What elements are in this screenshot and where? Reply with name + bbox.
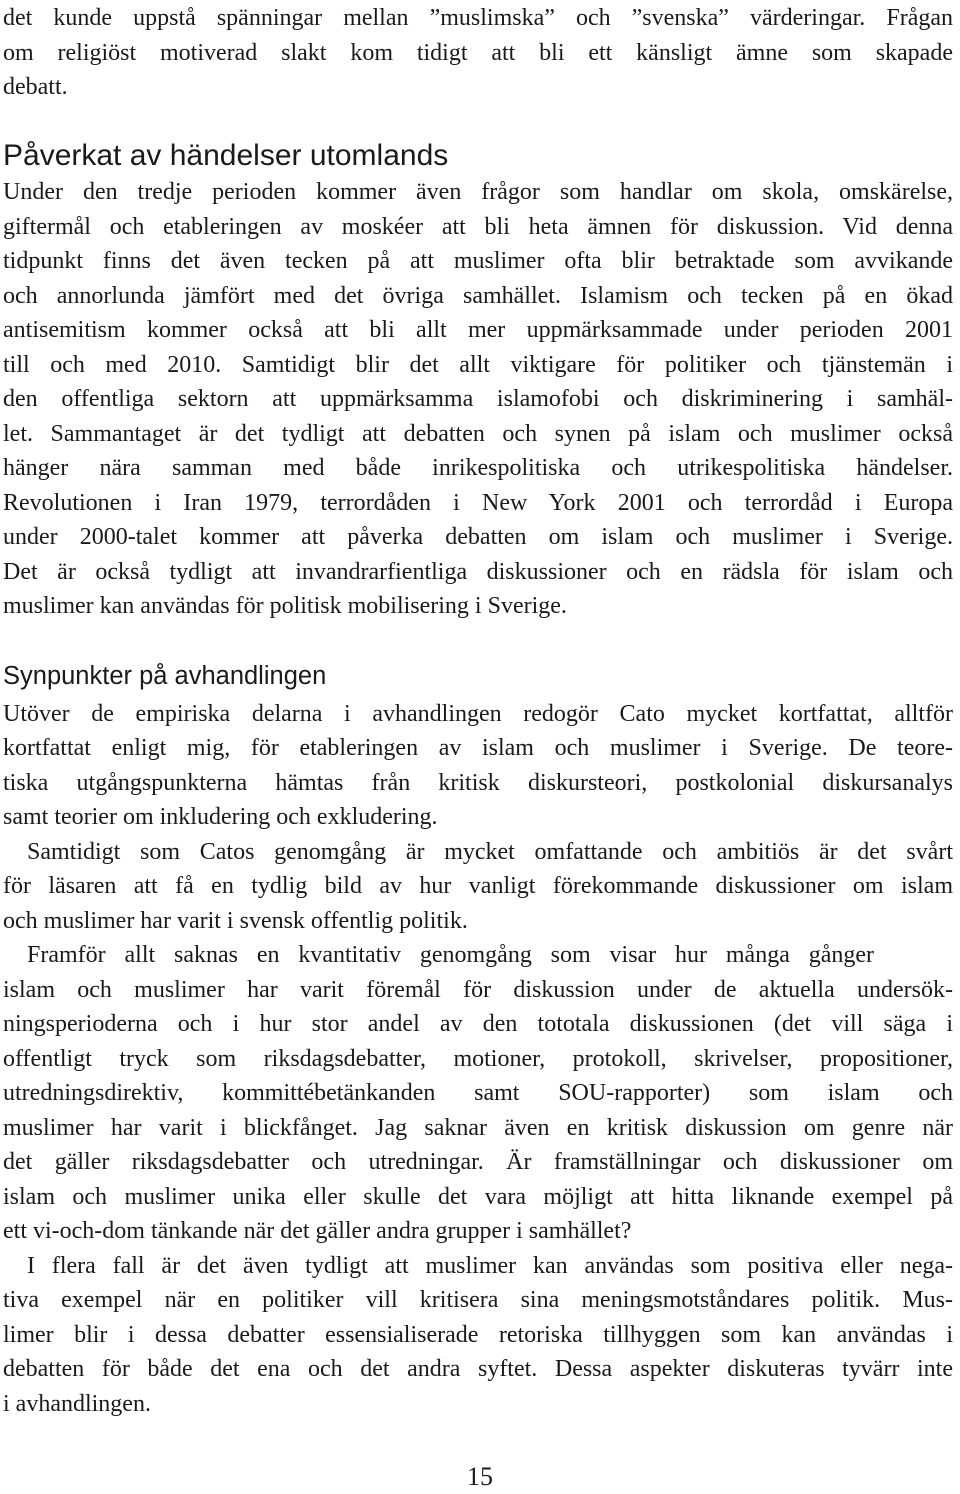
- body-line: offentligt tryck som riksdagsdebatter, motioner, protokoll, skrivelser, propositioner,: [3, 1046, 953, 1072]
- body-line: muslimer har varit i blickfånget. Jag saknar även en kritisk diskussion om genre när: [3, 1115, 953, 1141]
- body-line: i avhandlingen.: [3, 1391, 151, 1417]
- body-line: Under den tredje perioden kommer även frågor som handlar om skola, omskärelse,: [3, 179, 953, 205]
- intro-line: om religiöst motiverad slakt kom tidigt att bli ett känsligt ämne som skapade: [3, 40, 953, 66]
- body-line: tiska utgångspunkterna hämtas från kritisk diskursteori, postkolonial diskursanalys: [3, 770, 953, 796]
- body-line: Framför allt saknas en kvantitativ genomgång som visar hur många gånger: [27, 942, 874, 968]
- body-line: tidpunkt finns det även tecken på att muslimer ofta blir betraktade som avvikande: [3, 248, 953, 274]
- body-line: den offentliga sektorn att uppmärksamma islamofobi och diskriminering i samhäl-: [3, 386, 953, 412]
- body-line: let. Sammantaget är det tydligt att debatten och synen på islam och muslimer också: [3, 421, 953, 447]
- body-line: limer blir i dessa debatter essensialiserade retoriska tillhyggen som kan användas i: [3, 1322, 953, 1348]
- body-line: under 2000-talet kommer att påverka debatten om islam och muslimer i Sverige.: [3, 524, 953, 550]
- body-line: och muslimer har varit i svensk offentlig politik.: [3, 908, 468, 934]
- body-line: I flera fall är det även tydligt att muslimer kan användas som positiva eller nega-: [27, 1253, 953, 1279]
- body-line: Samtidigt som Catos genomgång är mycket omfattande och ambitiös är det svårt: [27, 839, 953, 865]
- body-line: och annorlunda jämfört med det övriga samhället. Islamism och tecken på en ökad: [3, 283, 953, 309]
- body-line: giftermål och etableringen av moskéer att bli heta ämnen för diskussion. Vid denna: [3, 214, 953, 240]
- body-line: till och med 2010. Samtidigt blir det allt viktigare för politiker och tjänstemän i: [3, 352, 953, 378]
- body-line: Utöver de empiriska delarna i avhandlingen redogör Cato mycket kortfattat, alltför: [3, 701, 953, 727]
- body-line: kortfattat enligt mig, för etableringen av islam och muslimer i Sverige. De teore-: [3, 735, 953, 761]
- body-line: Revolutionen i Iran 1979, terrordåden i New York 2001 och terrordåd i Europa: [3, 490, 953, 516]
- section-heading: Påverkat av händelser utomlands: [3, 139, 449, 172]
- intro-line: det kunde uppstå spänningar mellan ”muslimska” och ”svenska” värderingar. Frågan: [3, 5, 953, 31]
- intro-line: debatt.: [3, 74, 68, 100]
- body-line: det gäller riksdagsdebatter och utredningar. Är framställningar och diskussioner om: [3, 1149, 953, 1175]
- body-line: tiva exempel när en politiker vill kritisera sina meningsmotståndares politik. Mus-: [3, 1287, 953, 1313]
- body-line: islam och muslimer har varit föremål för diskussion under de aktuella undersök-: [3, 977, 953, 1003]
- body-line: ningsperioderna och i hur stor andel av den tototala diskussionen (det vill säga i: [3, 1011, 953, 1037]
- section-heading: Synpunkter på avhandlingen: [3, 662, 327, 690]
- body-line: debatten för både det ena och det andra syftet. Dessa aspekter diskuteras tyvärr inte: [3, 1356, 953, 1382]
- body-line: islam och muslimer unika eller skulle det vara möjligt att hitta liknande exempel på: [3, 1184, 953, 1210]
- body-line: antisemitism kommer också att bli allt mer uppmärksammade under perioden 2001: [3, 317, 953, 343]
- body-line: utredningsdirektiv, kommittébetänkanden samt SOU-rapporter) som islam och: [3, 1080, 953, 1106]
- body-line: samt teorier om inkludering och exkludering.: [3, 804, 438, 830]
- body-line: hänger nära samman med både inrikespolitiska och utrikespolitiska händelser.: [3, 455, 953, 481]
- body-line: för läsaren att få en tydlig bild av hur vanligt förekommande diskussioner om islam: [3, 873, 953, 899]
- body-line: Det är också tydligt att invandrarfientliga diskussioner och en rädsla för islam och: [3, 559, 953, 585]
- body-line: ett vi-och-dom tänkande när det gäller andra grupper i samhället?: [3, 1218, 632, 1244]
- page-number: 15: [467, 1462, 493, 1491]
- body-line: muslimer kan användas för politisk mobilisering i Sverige.: [3, 593, 567, 619]
